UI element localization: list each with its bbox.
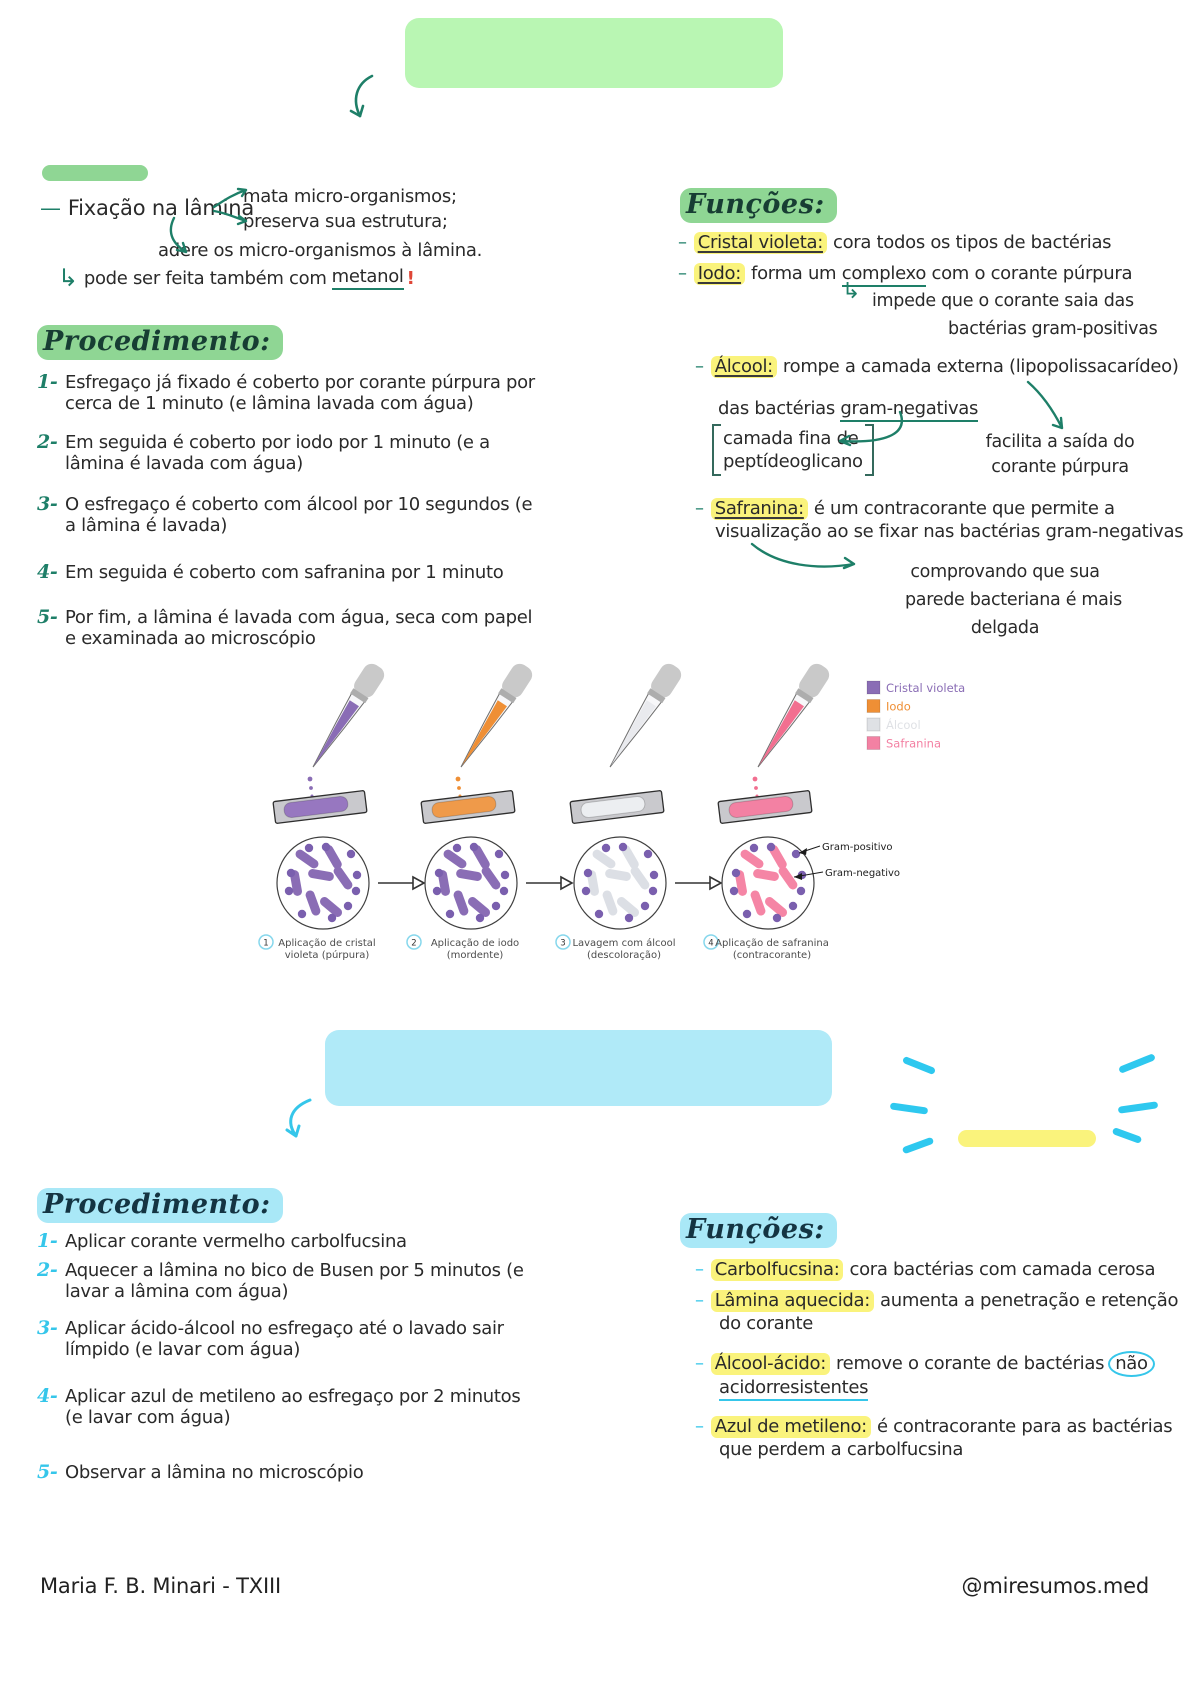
- acid-fast-procedure-section: [37, 1188, 562, 1483]
- highlighted-term: Lâmina aquecida:: [711, 1290, 874, 1312]
- highlighted-term: Azul de metileno:: [711, 1416, 871, 1438]
- highlighted-term: Cristal violeta:: [694, 232, 827, 254]
- gram-functions-section: [655, 188, 1184, 653]
- function-item-carbolfucsina: – Carbolfucsina: cora bactérias com camada cerosa: [695, 1259, 1156, 1280]
- gram-title-box: [405, 18, 783, 88]
- dropper-icon: [601, 660, 685, 773]
- function-item-cristal-violeta: – Cristal violeta: cora todos os tipos de bactérias: [678, 232, 1112, 253]
- highlighted-term: Álcool:: [711, 356, 777, 378]
- circled-word: não: [1108, 1351, 1155, 1377]
- microscope-slide: [718, 790, 812, 823]
- caption-number: 2: [411, 938, 417, 949]
- legend-swatch: [867, 737, 880, 750]
- caption-number: 1: [263, 938, 269, 949]
- highlighted-term: Carbolfucsina:: [711, 1259, 844, 1281]
- function-item-safranina-line2: visualização ao se fixar nas bactérias gram-negativas: [715, 521, 1184, 542]
- functions-heading: Funções:: [680, 188, 837, 223]
- burst-dash: [902, 1056, 936, 1075]
- function-item-azul-metileno-line2: que perdem a carbolfucsina: [719, 1439, 964, 1460]
- gram-positive-label: Gram-positivo: [822, 842, 893, 853]
- alcool-side-note: facilita a saída do corante púrpura: [985, 432, 1135, 477]
- burst-dash: [1112, 1127, 1143, 1144]
- procedure-step: 2- Aquecer a lâmina no bico de Busen por 5 minutos (e lavar a lâmina com água): [37, 1259, 524, 1302]
- procedure-step: 3- Aplicar ácido-álcool no esfregaço até o lavado sair límpido (e lavar com água): [37, 1317, 504, 1360]
- legend-swatch: [867, 718, 880, 731]
- procedure-step: 1- Aplicar corante vermelho carbolfucsina: [37, 1230, 407, 1252]
- procedure-step: 5- Observar a lâmina no microscópio: [37, 1461, 364, 1483]
- function-item-azul-metileno: – Azul de metileno: é contracorante para as bactérias: [695, 1416, 1173, 1437]
- caption-line: (contracorante): [732, 950, 812, 961]
- underlined-term: gram-negativas: [840, 398, 978, 422]
- yellow-highlight-bar: [958, 1130, 1096, 1147]
- procedure-heading: Procedimento:: [37, 325, 283, 360]
- exclamation-mark: !: [406, 267, 415, 289]
- curved-arrow-to-bracket: [828, 408, 910, 456]
- burst-dash: [902, 1137, 934, 1155]
- procedure-step: 3- O esfregaço é coberto com álcool por 10 segundos (e a lâmina é lavada): [37, 493, 533, 536]
- gram-stain-diagram: [250, 655, 970, 975]
- legend-swatch: [867, 700, 880, 713]
- caption-line: Aplicação de cristal: [278, 938, 376, 949]
- function-item-iodo: – Iodo: forma um complexo com o corante púrpura: [678, 263, 1132, 284]
- curved-arrow-cyan: [278, 1096, 320, 1142]
- legend-label: Iodo: [886, 699, 911, 714]
- iodo-note-line: impede que o corante saia das: [872, 291, 1134, 311]
- drop: [754, 786, 758, 790]
- burst-dash: [890, 1102, 929, 1114]
- caption-number: 3: [560, 938, 566, 949]
- dropper-icon: [452, 660, 536, 773]
- gram-procedure-section: [37, 325, 562, 649]
- iodo-note-line: bactérias gram-positivas: [948, 319, 1158, 339]
- highlighted-term: Safranina:: [711, 498, 808, 520]
- green-highlight-pill: [42, 165, 148, 181]
- highlighted-term: Álcool-ácido:: [711, 1353, 830, 1375]
- underlined-term: metanol: [332, 266, 404, 290]
- footer-author: Maria F. B. Minari - TXIII: [40, 1574, 281, 1598]
- legend-swatch: [867, 681, 880, 694]
- microscope-slide: [273, 790, 367, 823]
- procedure-step: 4- Aplicar azul de metileno ao esfregaço por 2 minutos (e lavar com água): [37, 1385, 521, 1428]
- acid-fast-functions-section: [655, 1213, 1179, 1483]
- burst-dash: [1118, 1053, 1156, 1074]
- drop: [456, 777, 461, 782]
- footer-handle: @miresumos.med: [961, 1574, 1149, 1598]
- underlined-term: acidorresistentes: [719, 1377, 868, 1401]
- underlined-term: complexo: [842, 263, 926, 287]
- function-item-alcool-acido-line2: [719, 1377, 868, 1398]
- peptidoglycan-bracket: camada fina de peptídeoglicano: [712, 424, 874, 476]
- function-item-alcool: – Álcool: rompe a camada externa (lipopolissacarídeo): [695, 356, 1179, 377]
- procedure-step: 4- Em seguida é coberto com safranina por 1 minuto: [37, 561, 504, 583]
- functions-heading: Funções:: [680, 1213, 837, 1248]
- dropper-icon: [749, 660, 833, 773]
- function-item-alcool-acido: – Álcool-ácido: remove o corante de bactérias não: [695, 1353, 1155, 1374]
- legend-label: Cristal violeta: [886, 681, 966, 695]
- safranina-note: comprovando que sua parede bacteriana é mais delgada: [905, 562, 1122, 638]
- function-item-lamina-aquecida: – Lâmina aquecida: aumenta a penetração e retenção: [695, 1290, 1179, 1311]
- fixation-title: — Fixação na lâmina: [40, 196, 255, 220]
- fixation-effect-1: mata micro-organismos;: [243, 186, 457, 207]
- drop: [753, 777, 758, 782]
- curved-arrow-to-side-note: [1022, 378, 1074, 436]
- bacteria-field: [425, 837, 517, 929]
- caption-number: 4: [708, 938, 714, 949]
- caption-line: (mordente): [446, 950, 504, 961]
- function-item-safranina: – Safranina: é um contracorante que permite a: [695, 498, 1115, 519]
- function-item-lamina-aquecida-line2: do corante: [719, 1313, 814, 1334]
- fixation-effect-2: preserva sua estrutura;: [243, 211, 448, 232]
- caption-line: Aplicação de iodo: [430, 938, 520, 949]
- procedure-step: 1- Esfregaço já fixado é coberto por corante púrpura por cerca de 1 minuto (e lâmina lavada com água): [37, 371, 535, 414]
- bacteria-field: [722, 837, 814, 929]
- caption-line: Lavagem com álcool: [572, 938, 676, 949]
- drop: [308, 777, 313, 782]
- gram-negative-label: Gram-negativo: [825, 868, 901, 879]
- microscope-slide: [421, 790, 515, 823]
- down-hook-arrow-icon: [162, 216, 196, 260]
- drop: [309, 786, 313, 790]
- fixation-effect-3: adere os micro-organismos à lâmina.: [158, 240, 483, 261]
- fixation-note: ↳ pode ser feita também com metanol !: [58, 264, 415, 292]
- burst-dash: [1118, 1101, 1159, 1113]
- caption-line: Aplicação de safranina: [715, 938, 829, 949]
- procedure-step: 2- Em seguida é coberto por iodo por 1 minuto (e a lâmina é lavada com água): [37, 431, 490, 474]
- dash-bullet: —: [40, 196, 61, 220]
- highlighted-term: Iodo:: [694, 263, 745, 285]
- procedure-step: 5- Por fim, a lâmina é lavada com água, seca com papel e examinada ao microscópio: [37, 606, 533, 649]
- acid-fast-title-box: [325, 1030, 832, 1106]
- curved-arrow-to-note: [748, 540, 866, 578]
- return-arrow-icon: ↳: [842, 279, 861, 304]
- return-arrow-icon: ↳: [58, 264, 78, 292]
- microscope-slide: [570, 790, 664, 823]
- bacteria-field: [277, 837, 369, 929]
- fork-arrows-icon: [212, 180, 258, 246]
- drop: [457, 786, 461, 790]
- procedure-heading: Procedimento:: [37, 1188, 283, 1223]
- caption-line: (descoloração): [586, 950, 662, 961]
- legend-label: Safranina: [886, 736, 941, 751]
- bacteria-field: [574, 837, 666, 929]
- caption-line: violeta (púrpura): [284, 950, 370, 961]
- function-item-alcool-line2: das bactérias gram-negativas: [718, 398, 978, 419]
- legend-label: Álcool: [886, 718, 921, 732]
- dropper-icon: [304, 660, 388, 773]
- curved-arrow-green: [344, 72, 380, 124]
